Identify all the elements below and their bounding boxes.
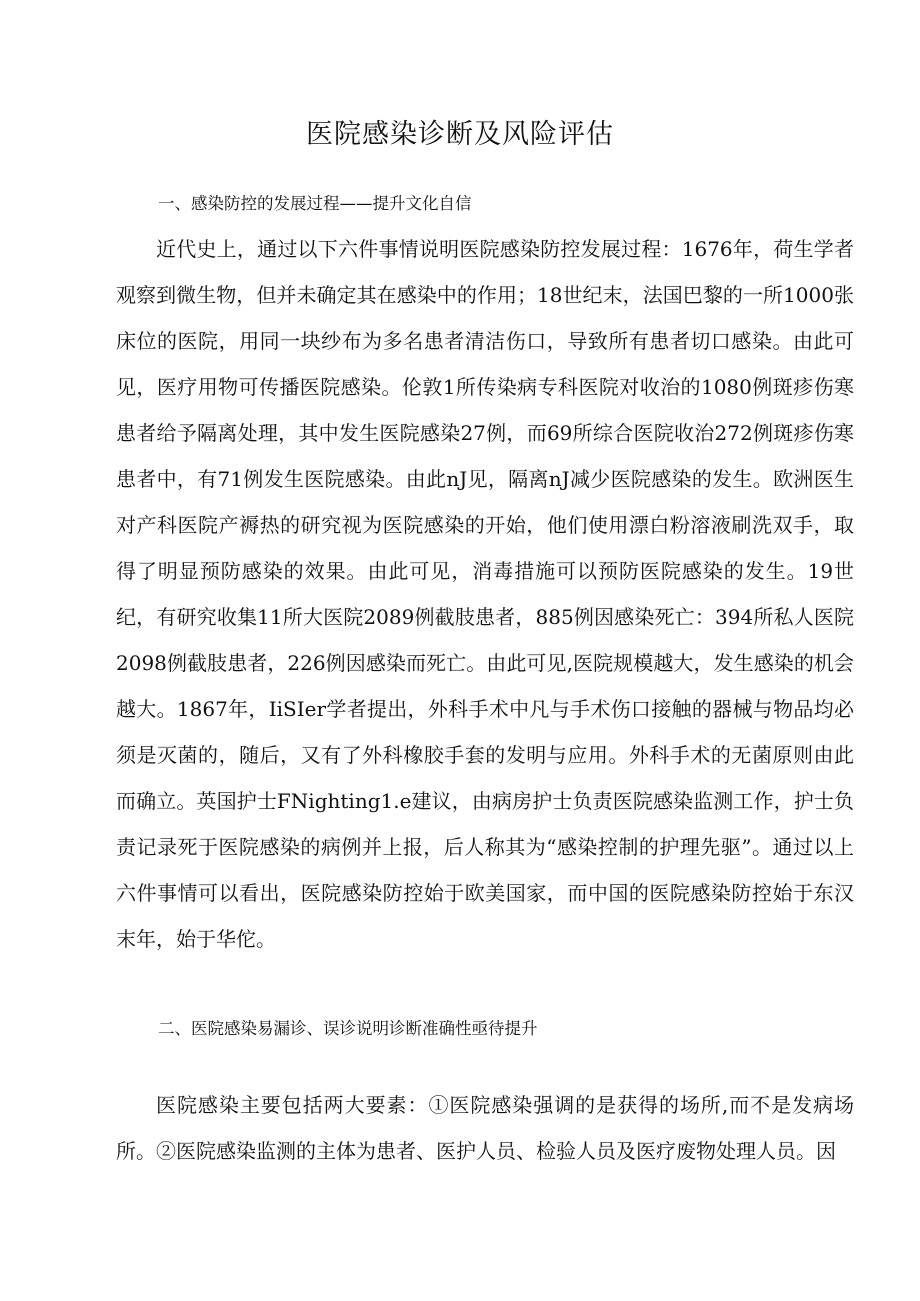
section-heading-1: 一、感染防控的发展过程——提升文化自信 bbox=[158, 194, 472, 213]
section-heading-2: 二、医院感染易漏诊、误诊说明诊断准确性亟待提升 bbox=[158, 1019, 538, 1038]
document-title: 医院感染诊断及风险评估 bbox=[306, 119, 614, 150]
section-paragraph-2: 医院感染主要包括两大要素：①医院感染强调的是获得的场所,而不是发病场所。②医院感染监测的主体为患者、医护人员、检验人员及医疗废物处理人员。因 bbox=[116, 1093, 854, 1163]
section-paragraph-1: 近代史上，通过以下六件事情说明医院感染防控发展过程：1676年，荷生学者观察到微生物，但并未确定其在感染中的作用；18世纪末，法国巴黎的一所1000张床位的医院，用同一块纱布为多名患者清洁伤口，导致所有患者切口感染。由此可见，医疗用物可传播医院感染。伦敦1所传染病专科医院对收治的1080例斑疹伤寒患者给予隔离处理，其中发生医院感染27例，而69所综合医院收治272例斑疹伤寒患者中，有71例发生医院感染。由此nJ见，隔离nJ减少医院感染的发生。欧洲医生对产科医院产褥热的研究视为医院感染的开始，他们使用漂白粉溶液刷洗双手，取得了明显预防感染的效果。由此可见，消毒措施可以预防医院感染的发生。19世纪，有研究收集11所大医院2089例截肢患者，885例因感染死亡：394所私人医院2098例截肢患者，226例因感染而死亡。由此可见,医院规模越大，发生感染的机会越大。1867年，IiSIer学者提出，外科手术中凡与手术伤口接触的器械与物品均必须是灭菌的，随后，又有了外科橡胶手套的发明与应用。外科手术的无菌原则由此而确立。英国护士FNighting1.e建议，由病房护士负责医院感染监测工作，护士负责记录死于医院感染的病例并上报，后人称其为“感染控制的护理先驱”。通过以上六件事情可以看出，医院感染防控始于欧美国家，而中国的医院感染防控始于东汉末年，始于华佗。 bbox=[116, 237, 854, 951]
